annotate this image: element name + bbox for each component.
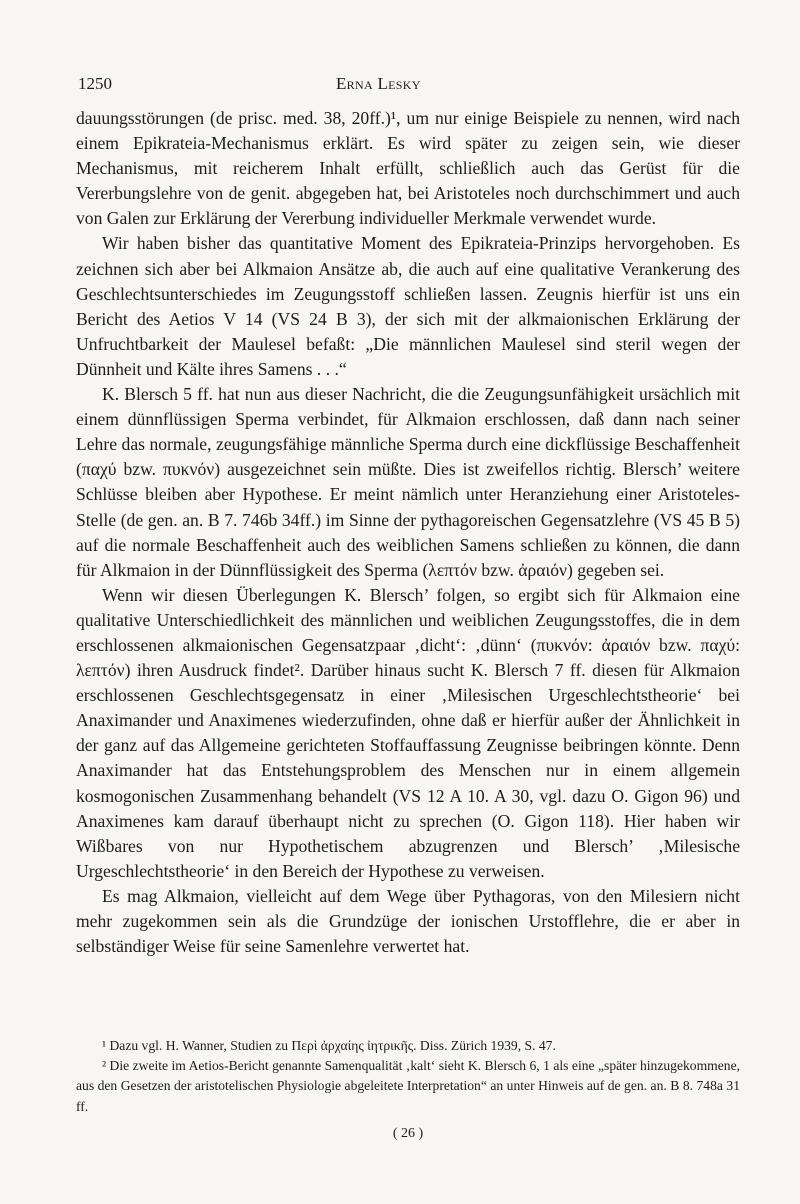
- running-header: [76, 74, 740, 98]
- paragraph: Wenn wir diesen Überlegungen K. Blersch’ folgen, so ergibt sich für Alkmaion eine qualitative Unterschiedlichkeit des männlichen und weiblichen Zeugungsstoffes, die in dem erschlossenen alkmaionischen Gegensatzpaar ‚dicht‘: ‚dünn‘ (πυκνόν: ἀραιόν bzw. παχύ: λεπτόν) ihren Ausdruck findet². Darüber hinaus sucht K. Blersch 7 ff. diesen für Alkmaion erschlossenen Geschlechtsgegensatz in einer ‚Milesischen Urgeschlechtstheorie‘ bei Anaximander und Anaximenes wiederzufinden, ohne daß er hierfür außer der Ähnlichkeit in der ganz auf das Allgemeine gerichteten Stoffauffassung Zeugnisse beibringen könnte. Denn Anaximander hat das Entstehungsproblem des Menschen nur in einem allgemein kosmogonischen Zusammenhang behandelt (VS 12 A 10. A 30, vgl. dazu O. Gigon 96) und Anaximenes kam darauf überhaupt nicht zu sprechen (O. Gigon 118). Hier haben wir Wißbares von nur Hypothetischem abzugrenzen und Blersch’ ‚Milesische Urgeschlechtstheorie‘ in den Bereich der Hypothese zu verweisen.: [76, 584, 740, 881]
- body-text: [76, 106, 740, 959]
- paragraph: K. Blersch 5 ff. hat nun aus dieser Nachricht, die die Zeugungsunfähigkeit ursächlich mit einem dünnflüssigen Sperma verbindet, für Alkmaion erschlossen, daß dann nach seiner Lehre das normale, zeugungsfähige männliche Sperma durch eine dickflüssige Beschaffenheit (παχύ bzw. πυκνόν) ausgezeichnet sein müßte. Dies ist zweifellos richtig. Blersch’ weitere Schlüsse bleiben aber Hypothese. Er meint nämlich unter Heranziehung einer Aristoteles-Stelle (de gen. an. B 7. 746b 34ff.) im Sinne der pythagoreischen Gegensatzlehre (VS 45 B 5) auf die normale Beschaffenheit auch des weiblichen Samens schließen zu können, die dann für Alkmaion in der Dünnflüssigkeit des Sperma (λεπτόν bzw. ἀραιόν) gegeben sei.: [76, 384, 740, 580]
- paragraph: Es mag Alkmaion, vielleicht auf dem Wege über Pythagoras, von den Milesiern nicht mehr zugekommen sein als die Grundzüge der ionischen Urstofflehre, die er aber in selbständiger Weise für seine Samenlehre verwertet hat.: [76, 885, 740, 957]
- paragraph: Wir haben bisher das quantitative Moment des Epikrateia-Prinzips hervorgehoben. Es zeichnen sich aber bei Alkmaion Ansätze ab, die auch auf eine qualitative Verankerung des Geschlechtsunterschiedes im Zeugungsstoff schließen lassen. Zeugnis hierfür ist uns ein Bericht des Aetios V 14 (VS 24 B 3), der sich mit der alkmaionischen Erklärung der Unfruchtbarkeit der Maulesel befaßt: „Die männlichen Maulesel sind steril wegen der Dünnheit und Kälte ihres Samens . . .“: [76, 233, 740, 379]
- page-number: 1250: [78, 74, 112, 93]
- folio: ( 26 ): [392, 1126, 424, 1141]
- paragraph: dauungsstörungen (de prisc. med. 38, 20ff.)¹, um nur einige Beispiele zu nennen, wird nach einem Epikrateia-Mechanismus erklärt. Es wird später zu zeigen sein, wie dieser Mechanismus, mit reicherem Inhalt erfüllt, schließlich auch das Gerüst für die Vererbungslehre von de genit. abgegeben hat, bei Aristoteles noch durchschimmert und auch von Galen zur Erklärung der Vererbung individueller Merkmale verwendet wurde.: [76, 108, 740, 229]
- running-head-author: Erna Lesky: [336, 74, 421, 93]
- footnotes: [76, 1036, 740, 1117]
- footnote: ¹ Dazu vgl. H. Wanner, Studien zu Περὶ ἀρχαίης ἰητρικῆς. Diss. Zürich 1939, S. 47.: [102, 1038, 556, 1053]
- footnote: ² Die zweite im Aetios-Bericht genannte Samenqualität ‚kalt‘ sieht K. Blersch 6, 1 als eine „später hinzugekommene, aus den Gesetzen der aristotelischen Physiologie abgeleitete Interpretation“ an unter Hinweis auf de gen. an. B 8. 748a 31 ff.: [76, 1058, 740, 1114]
